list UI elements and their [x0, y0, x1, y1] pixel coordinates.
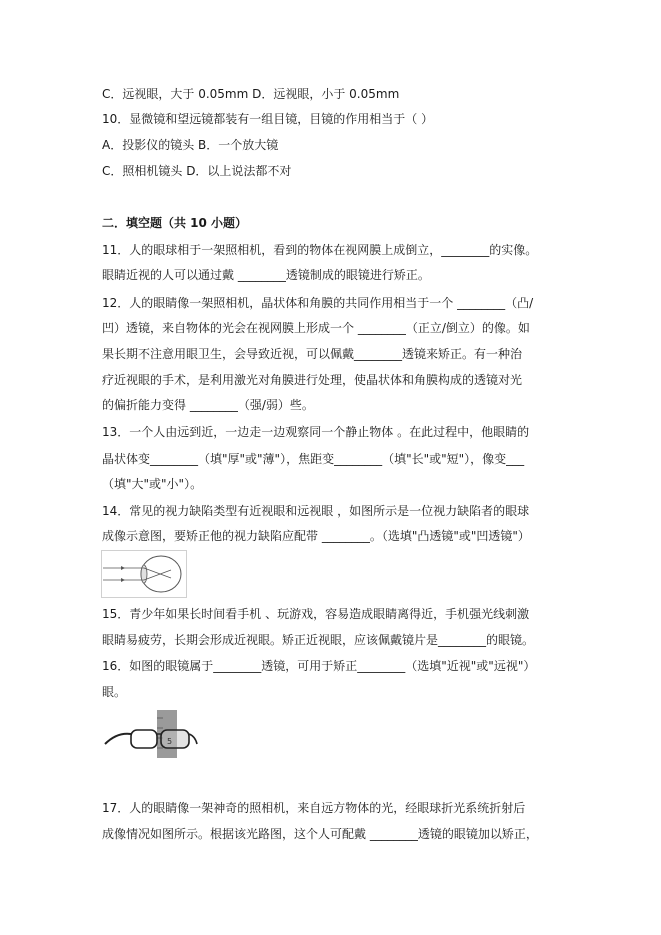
question-13: 13．一个人由远到近，一边走一边观察同一个静止物体 。在此过程中，他眼睛的	[102, 425, 530, 439]
eye-diagram-figure	[101, 550, 187, 598]
question-11: 11．人的眼球相于一架照相机，看到的物体在视网膜上成倒立，________的实像。	[102, 243, 538, 257]
section-heading: 二．填空题（共 10 小题）	[102, 216, 248, 230]
glasses-photo-figure	[101, 708, 201, 760]
question-13-cont-1: 晶状体变________（填"厚"或"薄"），焦距变________（填"长"或"短"），像变___	[102, 452, 525, 466]
question-12-cont-3: 疗近视眼的手术，是利用激光对角膜进行处理，使晶状体和角膜构成的透镜对光	[102, 373, 523, 387]
question-16: 16．如图的眼镜属于________透镜，可用于矫正________（选填"近视"或"远视"）	[102, 659, 536, 673]
question-15: 15．青少年如果长时间看手机 、玩游戏，容易造成眼睛离得近，手机强光线刺激	[102, 607, 530, 621]
option-cd-q9: C．远视眼，大于 0.05mm D．远视眼，小于 0.05mm	[102, 87, 400, 101]
question-13-cont-2: （填"大"或"小"）。	[102, 477, 203, 491]
question-16-cont: 眼。	[102, 685, 127, 699]
option-cd-q10: C．照相机镜头 D．以上说法都不对	[102, 164, 292, 178]
question-14-cont: 成像示意图，要矫正他的视力缺陷应配带 ________。（选填"凸透镜"或"凹透镜"）	[102, 529, 530, 543]
question-12-cont-1: 凹）透镜，来自物体的光会在视网膜上形成一个 ________（正立/倒立）的像。如	[102, 321, 530, 335]
question-12: 12．人的眼睛像一架照相机，晶状体和角膜的共同作用相当于一个 ________（凸/	[102, 296, 534, 310]
question-12-cont-2: 果长期不注意用眼卫生，会导致近视，可以佩戴________透镜来矫正。有一种治	[102, 347, 523, 361]
question-14: 14．常见的视力缺陷类型有近视眼和远视眼 ，如图所示是一位视力缺陷者的眼球	[102, 504, 530, 518]
question-15-cont: 眼睛易疲劳，长期会形成近视眼。矫正近视眼，应该佩戴镜片是________的眼镜。	[102, 633, 535, 647]
svg-text:5: 5	[167, 737, 173, 746]
question-11-cont: 眼睛近视的人可以通过戴 ________透镜制成的眼镜进行矫正。	[102, 268, 430, 282]
question-12-cont-4: 的偏折能力变得 ________（强/弱）些。	[102, 398, 314, 412]
question-17: 17．人的眼睛像一架神奇的照相机，来自远方物体的光，经眼球折光系统折射后	[102, 801, 526, 815]
option-ab-q10: A．投影仪的镜头 B．一个放大镜	[102, 138, 279, 152]
question-10: 10．显微镜和望远镜都装有一组目镜，目镜的作用相当于（ ）	[102, 112, 434, 126]
question-17-cont: 成像情况如图所示。根据该光路图，这个人可配戴 ________透镜的眼镜加以矫正，	[102, 827, 538, 841]
